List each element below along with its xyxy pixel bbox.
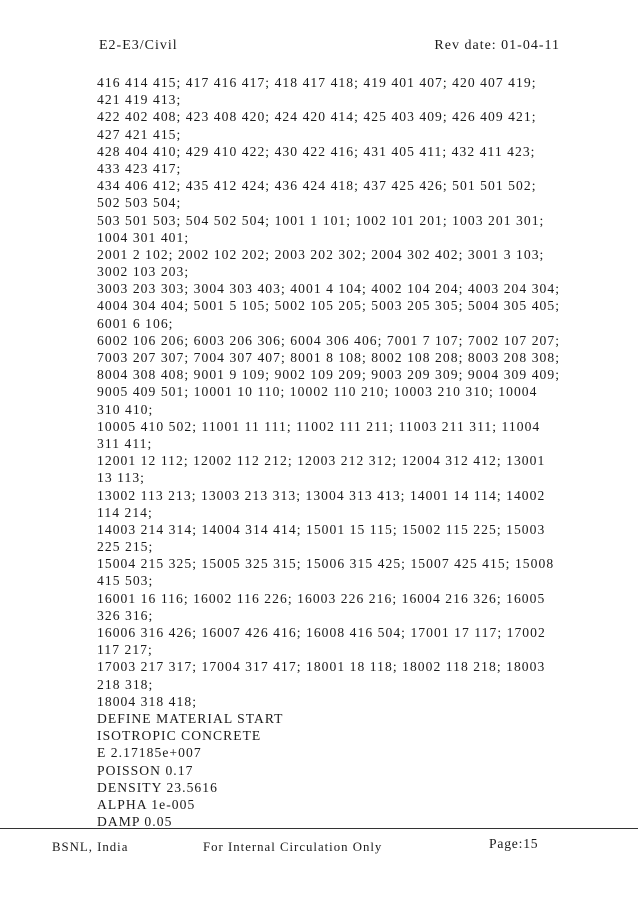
body-line: DENSITY 23.5616 bbox=[97, 779, 218, 795]
body-line: 2001 2 102; 2002 102 202; 2003 202 302; 2004 302 402; 3001 3 103; bbox=[97, 246, 545, 262]
body-line: 117 217; bbox=[97, 642, 153, 658]
body-line: 434 406 412; 435 412 424; 436 424 418; 437 425 426; 501 501 502; bbox=[97, 178, 537, 194]
header-rev-date: Rev date: 01-04-11 bbox=[434, 38, 560, 53]
document-body bbox=[97, 74, 561, 830]
body-line: 422 402 408; 423 408 420; 424 420 414; 425 403 409; 426 409 421; bbox=[97, 109, 537, 125]
body-line: 17003 217 317; 17004 317 417; 18001 18 118; 18002 118 218; 18003 bbox=[97, 659, 546, 675]
body-line: 13002 113 213; 13003 213 313; 13004 313 413; 14001 14 114; 14002 bbox=[97, 487, 546, 503]
body-line: ISOTROPIC CONCRETE bbox=[97, 728, 262, 744]
body-line: 14003 214 314; 14004 314 414; 15001 15 115; 15002 115 225; 15003 bbox=[97, 521, 546, 537]
body-line: 7003 207 307; 7004 307 407; 8001 8 108; 8002 108 208; 8003 208 308; bbox=[97, 350, 561, 365]
body-line: DAMP 0.05 bbox=[97, 814, 173, 830]
body-line: 12001 12 112; 12002 112 212; 12003 212 312; 12004 312 412; 13001 bbox=[97, 453, 546, 469]
body-line: 8004 308 408; 9001 9 109; 9002 109 209; 9003 209 309; 9004 309 409; bbox=[97, 367, 561, 383]
body-line: 4004 304 404; 5001 5 105; 5002 105 205; 5003 205 305; 5004 305 405; bbox=[97, 298, 561, 314]
body-line: 9005 409 501; 10001 10 110; 10002 110 210; 10003 210 310; 10004 bbox=[97, 384, 538, 400]
body-line: 10005 410 502; 11001 11 111; 11002 111 211; 11003 211 311; 11004 bbox=[97, 418, 541, 434]
body-line: 114 214; bbox=[97, 504, 153, 520]
footer-organization: BSNL, India bbox=[52, 840, 129, 854]
body-line: 421 419 413; bbox=[97, 92, 182, 108]
body-line: 311 411; bbox=[97, 435, 153, 451]
body-line: 16006 316 426; 16007 426 416; 16008 416 504; 17001 17 117; 17002 bbox=[97, 625, 546, 640]
body-line: 15004 215 325; 15005 325 315; 15006 315 425; 15007 425 415; 15008 bbox=[97, 556, 555, 572]
body-line: DEFINE MATERIAL START bbox=[97, 710, 284, 726]
body-line: 6002 106 206; 6003 206 306; 6004 306 406; 7001 7 107; 7002 107 207; bbox=[97, 332, 561, 348]
body-line: 415 503; bbox=[97, 573, 154, 589]
body-line: 16001 16 116; 16002 116 226; 16003 226 216; 16004 216 326; 16005 bbox=[97, 590, 546, 606]
footer-circulation-note: For Internal Circulation Only bbox=[203, 840, 383, 854]
body-line: 502 503 504; bbox=[97, 195, 182, 211]
body-line: 3003 203 303; 3004 303 403; 4001 4 104; 4002 104 204; 4003 204 304; bbox=[97, 281, 561, 297]
body-line: 326 316; bbox=[97, 607, 154, 623]
body-line: 427 421 415; bbox=[97, 126, 182, 142]
footer-divider bbox=[0, 828, 638, 829]
body-line: 1004 301 401; bbox=[97, 229, 190, 245]
body-line: 18004 318 418; bbox=[97, 693, 198, 709]
body-line: 416 414 415; 417 416 417; 418 417 418; 419 401 407; 420 407 419; bbox=[97, 75, 537, 90]
body-line: ALPHA 1e-005 bbox=[97, 796, 196, 812]
body-line: 6001 6 106; bbox=[97, 315, 174, 331]
body-line: 428 404 410; 429 410 422; 430 422 416; 431 405 411; 432 411 423; bbox=[97, 143, 536, 159]
body-line: 310 410; bbox=[97, 401, 154, 417]
body-line: 503 501 503; 504 502 504; 1001 1 101; 1002 101 201; 1003 201 301; bbox=[97, 212, 545, 228]
body-line: E 2.17185e+007 bbox=[97, 745, 202, 761]
body-line: 433 423 417; bbox=[97, 160, 182, 176]
body-line: POISSON 0.17 bbox=[97, 762, 194, 778]
body-line: 13 113; bbox=[97, 470, 146, 486]
body-line: 3002 103 203; bbox=[97, 264, 190, 280]
body-line: 225 215; bbox=[97, 539, 154, 555]
footer-page-number: Page:15 bbox=[489, 836, 539, 851]
body-line: 218 318; bbox=[97, 676, 154, 692]
header-doc-code: E2-E3/Civil bbox=[99, 38, 178, 53]
